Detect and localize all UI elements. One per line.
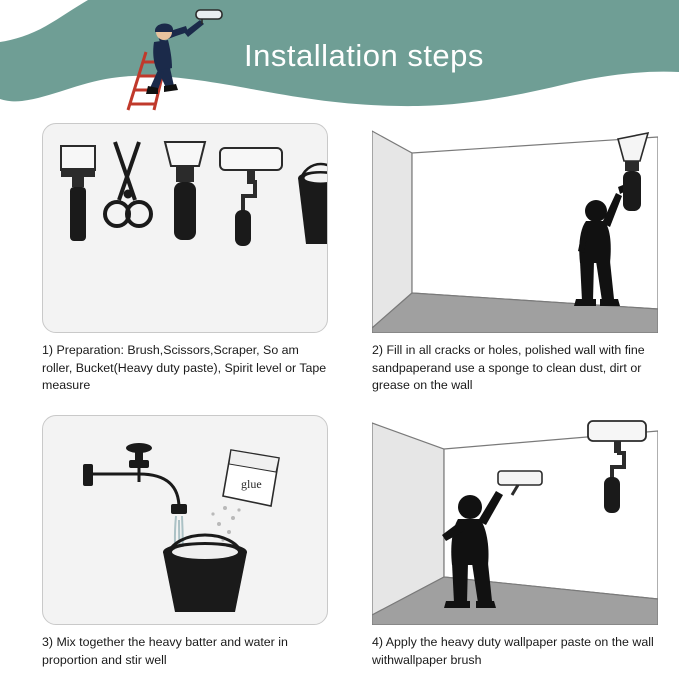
bucket-icon: [163, 535, 247, 612]
glue-packet-icon: [223, 450, 279, 506]
step-4-illustration: [372, 415, 658, 625]
step-1-illustration: [42, 123, 328, 333]
step-3: [42, 415, 338, 669]
page-title: Installation steps: [244, 38, 484, 73]
painter-on-ladder-illustration: [124, 6, 234, 112]
faucet-parts: [83, 443, 187, 514]
steps-grid: [0, 118, 679, 685]
step-1-caption: 1) Preparation: Brush,Scissors,Scraper, So am roller, Bucket(Heavy duty paste), Spirit level or Tape measure: [42, 343, 327, 392]
faucet-icon: [89, 466, 179, 508]
bucket-icon: [298, 164, 328, 244]
step-2-caption: 2) Fill in all cracks or holes, polished wall with fine sandpaperand use a sponge to clean dust, dirt or grease on the wall: [372, 343, 645, 392]
step-2-illustration: [372, 123, 658, 333]
step-1: [42, 123, 338, 395]
glue-label: glue: [241, 477, 262, 491]
scraper-icon: [165, 142, 205, 240]
header-banner: [0, 0, 679, 118]
step-4: [372, 415, 668, 669]
scissors-icon: [105, 142, 151, 226]
step-4-caption: 4) Apply the heavy duty wallpaper paste on the wall withwallpaper brush: [372, 635, 654, 667]
step-3-caption: 3) Mix together the heavy batter and water in proportion and stir well: [42, 635, 288, 667]
paint-roller-icon: [220, 148, 282, 246]
step-2: [372, 123, 668, 395]
step-3-illustration: [42, 415, 328, 625]
brush-icon: [61, 146, 95, 241]
